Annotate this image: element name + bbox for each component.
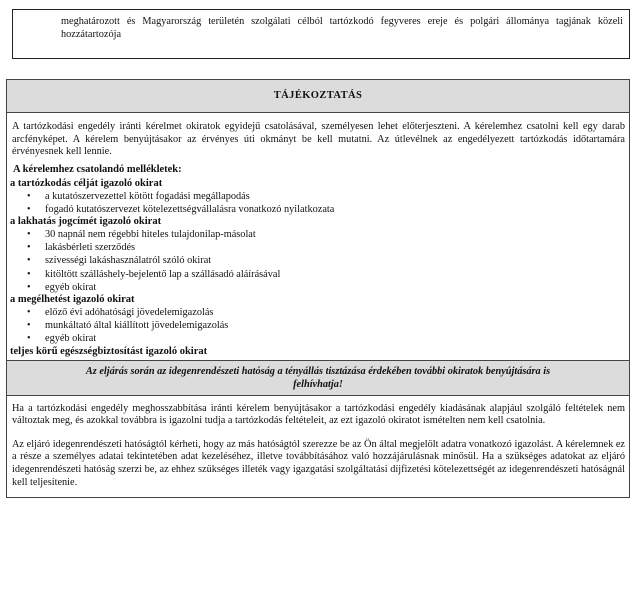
- group-title: a tartózkodás célját igazoló okirat: [10, 177, 163, 189]
- group-item-list: [10, 228, 629, 294]
- intro-paragraph: A tartózkodási engedély iránti kérelmet okiratok egyidejű csatolásával, személyesen lehet előterjeszteni. A kérelemhez csatolni kell egy darab arcfényképet. A kérelem benyújtásakor az érvényes úti okmányt be kell mutatni. Az útlevélnek az engedélyezett tartózkodás időtartamára érvényesnek kell lennie.: [12, 121, 625, 157]
- list-item: • munkáltató által kiállított jövedelemigazolás: [10, 319, 629, 332]
- attachment-group-purpose: [10, 178, 629, 216]
- attachment-group-insurance: [10, 346, 629, 358]
- group-title: teljes körű egészségbiztosítást igazoló okirat: [10, 345, 208, 357]
- information-title: TÁJÉKOZTATÁS: [7, 80, 629, 113]
- attachment-group-subsistence: [10, 294, 629, 346]
- list-item: • kitöltött szálláshely-bejelentő lap a szállásadó aláírásával: [10, 268, 629, 281]
- previous-section-box: [12, 9, 630, 59]
- attachment-group-housing: [10, 216, 629, 294]
- list-item: • a kutatószervezettel kötött fogadási megállapodás: [10, 190, 629, 203]
- previous-section-text: meghatározott és Magyarország területén szolgálati célból tartózkodó fegyveres ereje és polgári állománya tagjának közeli hozzátartozója: [61, 16, 623, 40]
- data-request-paragraph: Az eljáró idegenrendészeti hatóságtól kérheti, hogy az más hatóságtól szerezze be az Ön által megjelölt adatra vonatkozó igazolást. A kérelemnek ez a része a személyes adatai tekintetében adat kezeléséhez, illetve továbbításához való hozzájárulásnak minősül. Ha a szükséges adatokat az eljáró idegenrendészeti hatóság szerzi be, az ehhez szükséges illeték vagy igazgatási szolgáltatási díjfizetési kötelezettségét az idegenrendészeti hatóságnál kell teljesítenie.: [12, 438, 625, 488]
- attachments-heading: A kérelemhez csatolandó mellékletek:: [13, 163, 182, 175]
- group-item-list: [10, 306, 629, 346]
- list-item: • lakásbérleti szerződés: [10, 241, 629, 254]
- list-item: • szívességi lakáshasználatról szóló okirat: [10, 254, 629, 267]
- list-item: • egyéb okirat: [10, 281, 629, 294]
- list-item: • fogadó kutatószervezet kötelezettségvállalásra vonatkozó nyilatkozata: [10, 203, 629, 216]
- group-item-list: [10, 190, 629, 216]
- list-item: • előző évi adóhatósági jövedelemigazolás: [10, 306, 629, 319]
- group-title: a lakhatás jogcímét igazoló okirat: [10, 215, 162, 227]
- group-title: a megélhetést igazoló okirat: [10, 293, 135, 305]
- attachment-groups: [7, 178, 629, 358]
- list-item: • egyéb okirat: [10, 332, 629, 345]
- warning-notice: Az eljárás során az idegenrendészeti hatóság a tényállás tisztázása érdekében további okiratok benyújtására is felhívhatja!: [7, 360, 629, 396]
- information-box: [6, 79, 630, 498]
- list-item: • 30 napnál nem régebbi hiteles tulajdonilap-másolat: [10, 228, 629, 241]
- extension-paragraph: Ha a tartózkodási engedély meghosszabbítása iránti kérelem benyújtásakor a tartózkodási engedély kiadásának alapjául szolgáló feltételek nem változtak meg, és azokkal továbbra is igazolni tudja a tartózkodás feltételeit, az ezt igazoló okiratot ismételten nem kell csatolnia.: [12, 402, 625, 427]
